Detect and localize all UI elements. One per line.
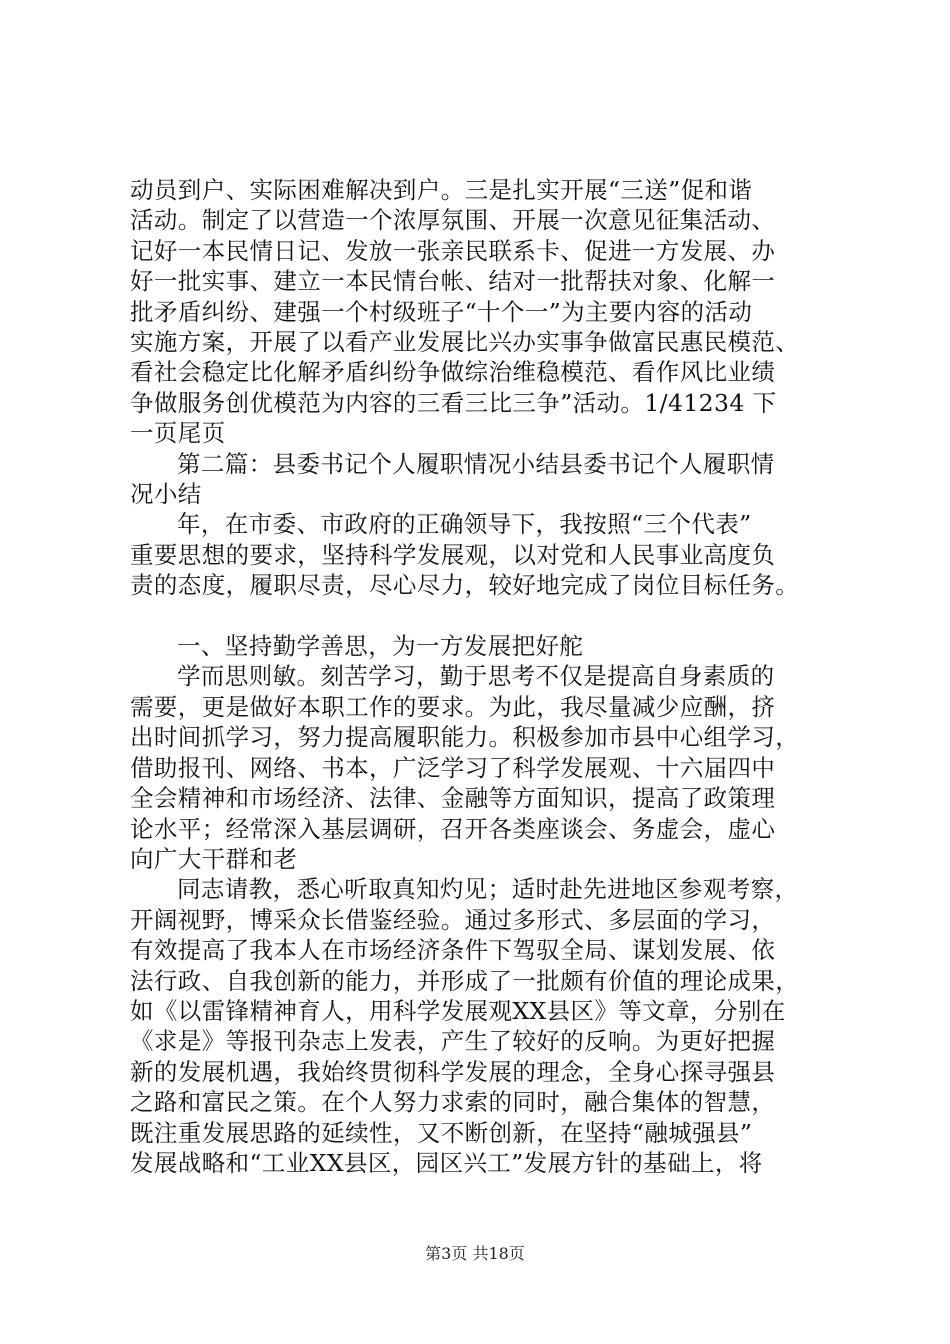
text-line: 一、坚持勤学善思，为一方发展把好舵 <box>177 632 584 661</box>
paragraph <box>130 175 830 449</box>
text-line: 之路和富民之策。在个人努力求索的同时，融合集体的智慧， <box>130 1088 776 1117</box>
text-line: 法行政、自我创新的能力，并形成了一批颇有价值的理论成果， <box>130 966 800 995</box>
text-line: 开阔视野，博采众长借鉴经验。通过多形式、多层面的学习， <box>130 905 776 934</box>
text-line: 动员到户、实际困难解决到户。三是扎实开展“三送”促和谐 <box>130 176 753 204</box>
text-line: 责的态度，履职尽责，尽心尽力，较好地完成了岗位目标任务。 <box>130 571 800 600</box>
text-line: 发展战略和“工业XX县区，园区兴工”发展方针的基础上，将 <box>130 1148 763 1177</box>
paragraph <box>130 874 830 1178</box>
text-line: 有效提高了我本人在市场经济条件下驾驭全局、谋划发展、依 <box>130 936 776 965</box>
text-line: 论水平；经常深入基层调研，召开各类座谈会、务虚会，虚心 <box>130 814 776 843</box>
text-line: 学而思则敏。刻苦学习，勤于思考不仅是提高自身素质的 <box>177 662 775 691</box>
blank-line <box>130 601 830 631</box>
text-line: 批矛盾纠纷、建强一个村级班子“十个一”为主要内容的活动 <box>130 297 753 326</box>
text-line: 借助报刊、网络、书本，广泛学习了科学发展观、十六届四中 <box>130 753 776 782</box>
text-line: 出时间抓学习，努力提高履职能力。积极参加市县中心组学习， <box>130 723 800 752</box>
text-line: 向广大干群和老 <box>130 844 298 873</box>
text-line: 况小结 <box>130 480 202 509</box>
text-line: 第二篇：县委书记个人履职情况小结县委书记个人履职情 <box>177 449 775 478</box>
paragraph <box>130 631 830 661</box>
text-line: 全会精神和市场经济、法律、金融等方面知识，提高了政策理 <box>130 784 776 813</box>
text-line: 活动。制定了以营造一个浓厚氛围、开展一次意见征集活动、 <box>130 206 776 235</box>
text-line: 争做服务创优模范为内容的三看三比三争”活动。1/41234 下 <box>130 388 777 417</box>
text-line: 好一批实事、建立一本民情台帐、结对一批帮扶对象、化解一 <box>130 267 776 296</box>
text-line: 新的发展机遇，我始终贯彻科学发展的理念，全身心探寻强县 <box>130 1057 776 1086</box>
text-line: 看社会稳定比化解矛盾纠纷争做综治维稳模范、看作风比业绩 <box>130 358 776 387</box>
page-footer: 第3页 共18页 <box>425 1244 525 1263</box>
text-line: 《求是》等报刊杂志上发表，产生了较好的反响。为更好把握 <box>130 1027 776 1056</box>
paragraph <box>130 449 830 510</box>
document-body <box>130 175 830 1178</box>
paragraph <box>130 661 830 874</box>
text-line: 既注重发展思路的延续性，又不断创新，在坚持“融城强县” <box>130 1118 753 1147</box>
text-line: 重要思想的要求，坚持科学发展观，以对党和人民事业高度负 <box>130 540 776 569</box>
text-line: 如《以雷锋精神育人，用科学发展观XX县区》等文章，分别在 <box>130 996 786 1025</box>
text-line: 一页尾页 <box>130 419 226 448</box>
paragraph <box>130 509 830 600</box>
text-line: 实施方案，开展了以看产业发展比兴办实事争做富民惠民模范、 <box>130 328 800 357</box>
text-line: 年，在市委、市政府的正确领导下，我按照“三个代表” <box>177 510 752 539</box>
text-line: 记好一本民情日记、发放一张亲民联系卡、促进一方发展、办 <box>130 236 776 265</box>
text-line: 同志请教，悉心听取真知灼见；适时赴先进地区参观考察， <box>177 875 799 904</box>
text-line: 需要，更是做好本职工作的要求。为此，我尽量减少应酬，挤 <box>130 692 776 721</box>
